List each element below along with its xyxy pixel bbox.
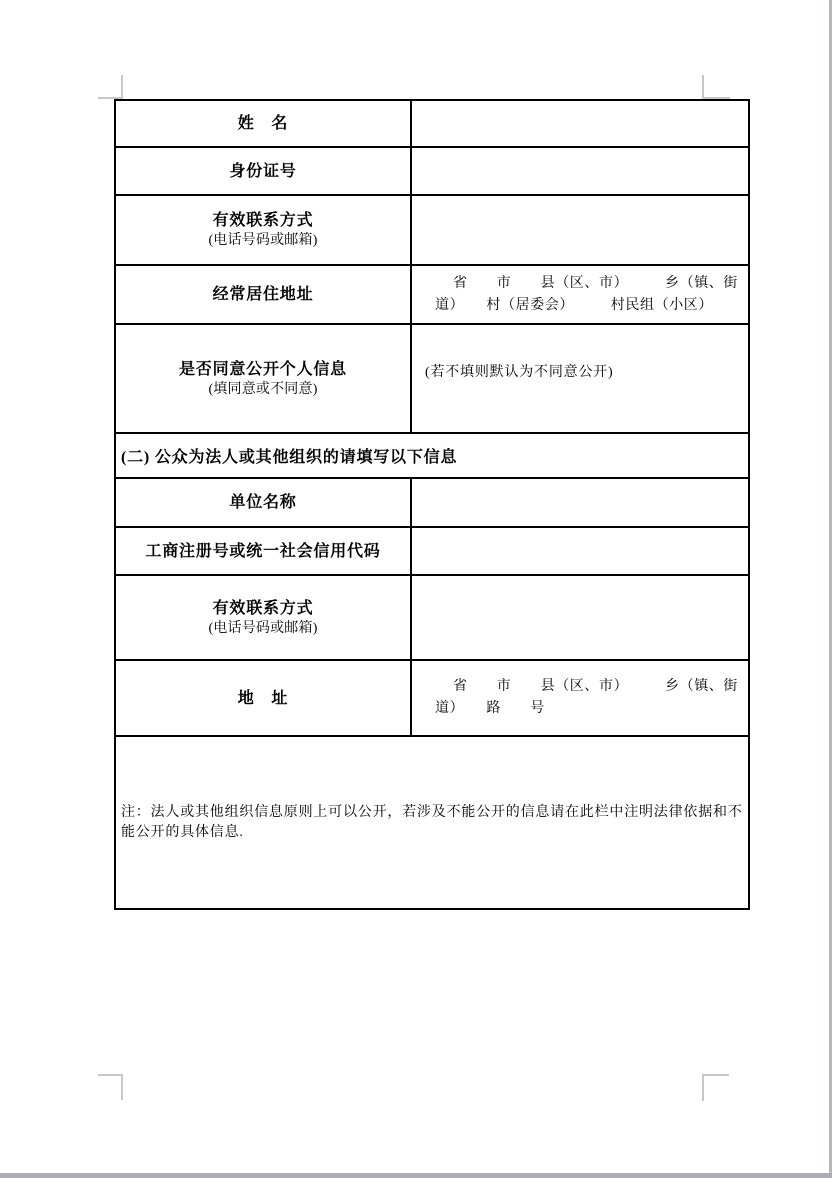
margin-mark-top-right-vertical (702, 75, 704, 99)
field-value-cell-consent-disclosure[interactable] (411, 324, 749, 433)
address-template-text (412, 674, 748, 722)
field-value-cell-residence-address[interactable] (411, 265, 749, 324)
field-label-organization-address (115, 660, 411, 736)
table-row (115, 478, 749, 527)
address-line: 省 市 县（区、市） 乡（镇、街 (453, 679, 738, 694)
address-template-text (412, 271, 748, 319)
field-label-text: 是否同意公开个人信息 (178, 360, 347, 378)
field-value-cell-contact-personal[interactable] (411, 195, 749, 265)
legal-basis-note (116, 803, 748, 843)
table-row (115, 100, 749, 147)
table-row (115, 324, 749, 433)
field-label-contact-organization (115, 575, 411, 660)
margin-mark-bottom-right-horizontal (703, 1074, 729, 1076)
field-label-consent-disclosure (115, 324, 411, 433)
margin-mark-bottom-left-vertical (121, 1074, 123, 1100)
field-label-subtext: (填同意或不同意) (208, 381, 318, 397)
field-label-id-number (115, 147, 411, 195)
section-header-title: (二) 公众为法人或其他组织的请填写以下信息 (121, 449, 458, 466)
field-label-text: 有效联系方式 (212, 599, 314, 617)
field-label-organization-name (115, 478, 411, 527)
field-label-credit-code (115, 527, 411, 575)
field-label-text: 姓 名 (237, 115, 289, 132)
field-value-cell-id-number[interactable] (411, 147, 749, 195)
table-row (115, 195, 749, 265)
table-row (115, 265, 749, 324)
table-row (115, 736, 749, 909)
table-row (115, 575, 749, 660)
field-value-cell-organization-address[interactable] (411, 660, 749, 736)
address-line: 道） 路 号 (435, 701, 545, 716)
field-value-cell-credit-code[interactable] (411, 527, 749, 575)
horizontal-scrollbar-track[interactable] (0, 1173, 832, 1178)
field-label-text: 单位名称 (229, 494, 297, 511)
note-line: 能公开的具体信息. (121, 824, 244, 840)
legal-basis-note-cell[interactable] (115, 736, 749, 909)
field-label-text: 地 址 (237, 689, 289, 707)
consent-default-hint: (若不填则默认为不同意公开) (425, 364, 614, 380)
table-row (115, 527, 749, 575)
field-label-contact-personal (115, 195, 411, 265)
field-value-cell-name[interactable] (411, 100, 749, 147)
field-value-cell-organization-name[interactable] (411, 478, 749, 527)
field-label-text: 身份证号 (229, 162, 297, 180)
margin-mark-bottom-right-vertical (702, 1074, 704, 1101)
field-label-text: 经常居住地址 (212, 286, 314, 303)
field-label-subtext: (电话号码或邮箱) (208, 620, 318, 636)
application-form-table (114, 99, 750, 910)
section-header-organization (115, 433, 749, 478)
field-label-residence-address (115, 265, 411, 324)
field-value-cell-contact-organization[interactable] (411, 575, 749, 660)
margin-mark-top-left-vertical (121, 75, 123, 99)
field-label-name (115, 100, 411, 147)
field-label-text: 工商注册号或统一社会信用代码 (145, 542, 381, 560)
field-label-subtext: (电话号码或邮箱) (208, 233, 318, 248)
field-label-text: 有效联系方式 (212, 212, 314, 229)
table-row (115, 660, 749, 736)
table-row (115, 433, 749, 478)
note-line: 注：法人或其他组织信息原则上可以公开，若涉及不能公开的信息请在此栏中注明法律依据和不 (121, 804, 743, 820)
address-line: 道） 村（居委会） 村民组（小区） (435, 297, 713, 313)
margin-mark-bottom-left-horizontal (98, 1074, 123, 1076)
address-line: 省 市 县（区、市） 乡（镇、街 (453, 275, 738, 291)
table-row (115, 147, 749, 195)
